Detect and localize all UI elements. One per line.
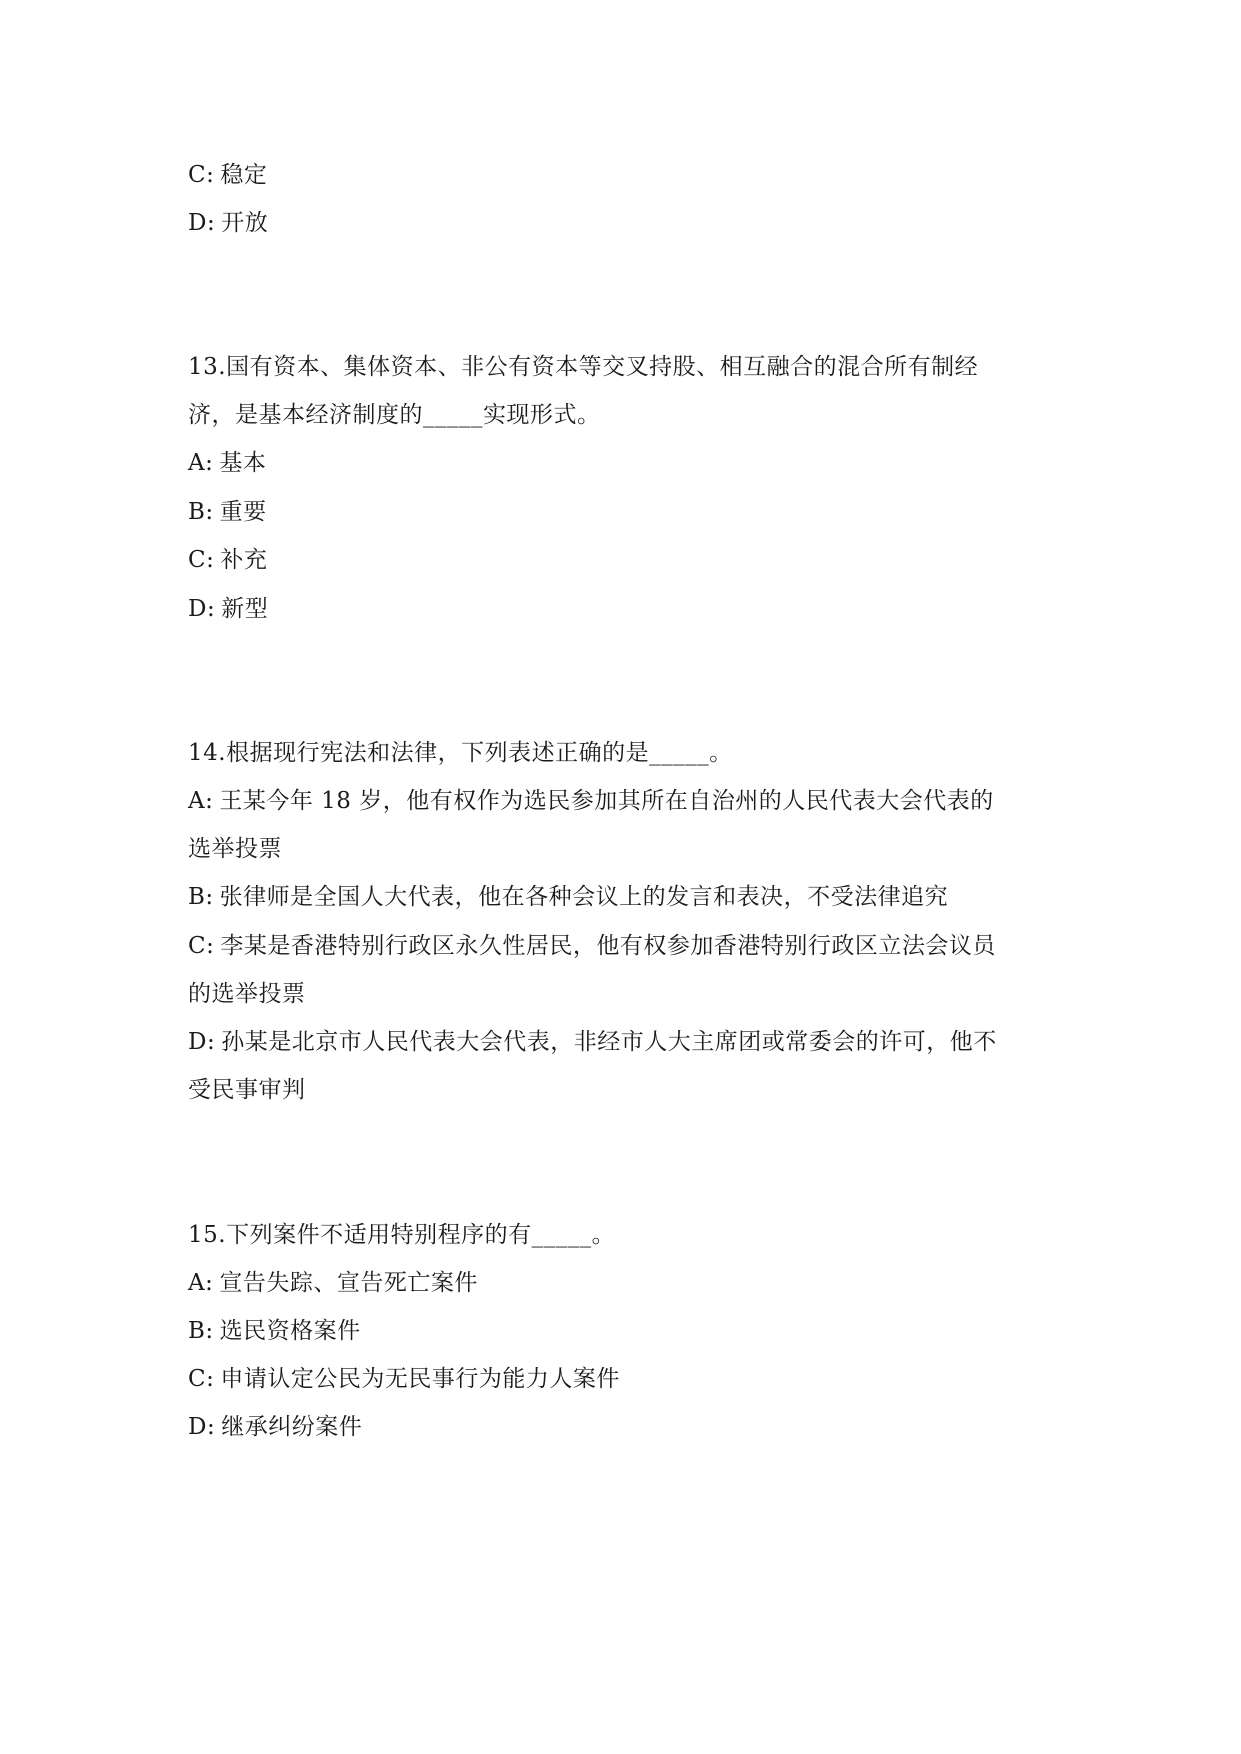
option-text: 开放	[221, 210, 269, 236]
q14-option-c-line1	[188, 931, 1068, 961]
option-text: 稳定	[220, 162, 268, 188]
option-text: 继承纠纷案件	[221, 1414, 363, 1440]
q15-option-a	[188, 1268, 1068, 1298]
option-label: C:	[188, 162, 215, 188]
q13-option-b	[188, 497, 1068, 527]
option-text: 王某今年 18 岁，他有权作为选民参加其所在自治州的人民代表大会代表的	[219, 788, 994, 814]
q12-option-c	[188, 160, 1068, 190]
q13-option-d	[188, 594, 1068, 624]
option-text: 补充	[220, 547, 268, 573]
q13-stem-line2: 济，是基本经济制度的_____实现形式。	[188, 402, 601, 428]
option-label: B:	[188, 1318, 214, 1344]
q14-option-c-line2: 的选举投票	[188, 981, 306, 1007]
q14-stem: 14.根据现行宪法和法律，下列表述正确的是_____。	[188, 740, 733, 766]
option-label: A:	[188, 788, 214, 814]
q12-option-d	[188, 208, 1068, 238]
option-label: D:	[188, 210, 216, 236]
q15-option-c	[188, 1364, 1068, 1394]
q13-option-c	[188, 545, 1068, 575]
q15-stem: 15.下列案件不适用特别程序的有_____。	[188, 1222, 616, 1248]
q13-stem-line1: 13.国有资本、集体资本、非公有资本等交叉持股、相互融合的混合所有制经	[188, 354, 979, 380]
option-label: A:	[188, 450, 214, 476]
option-text: 李某是香港特别行政区永久性居民，他有权参加香港特别行政区立法会议员	[220, 933, 996, 959]
option-label: C:	[188, 1366, 215, 1392]
option-label: B:	[188, 499, 214, 525]
option-text: 重要	[219, 499, 267, 525]
q13-option-a	[188, 448, 1068, 478]
option-text: 选民资格案件	[219, 1318, 361, 1344]
q15-option-b	[188, 1316, 1068, 1346]
option-text: 孙某是北京市人民代表大会代表，非经市人大主席团或常委会的许可，他不	[221, 1029, 997, 1055]
q15-option-d	[188, 1412, 1068, 1442]
option-text: 新型	[221, 596, 269, 622]
q14-option-a-line1	[188, 786, 1068, 816]
option-text: 张律师是全国人大代表，他在各种会议上的发言和表决，不受法律追究	[219, 884, 949, 910]
option-label: D:	[188, 1414, 216, 1440]
option-text: 基本	[219, 450, 267, 476]
option-label: C:	[188, 933, 215, 959]
q14-option-d-line1	[188, 1027, 1068, 1057]
q14-option-b	[188, 882, 1068, 912]
option-label: D:	[188, 596, 216, 622]
option-text: 宣告失踪、宣告死亡案件	[219, 1270, 478, 1296]
option-label: A:	[188, 1270, 214, 1296]
option-label: B:	[188, 884, 214, 910]
option-label: C:	[188, 547, 215, 573]
q14-option-d-line2: 受民事审判	[188, 1077, 306, 1103]
option-label: D:	[188, 1029, 216, 1055]
option-text: 申请认定公民为无民事行为能力人案件	[220, 1366, 620, 1392]
q14-option-a-line2: 选举投票	[188, 836, 282, 862]
